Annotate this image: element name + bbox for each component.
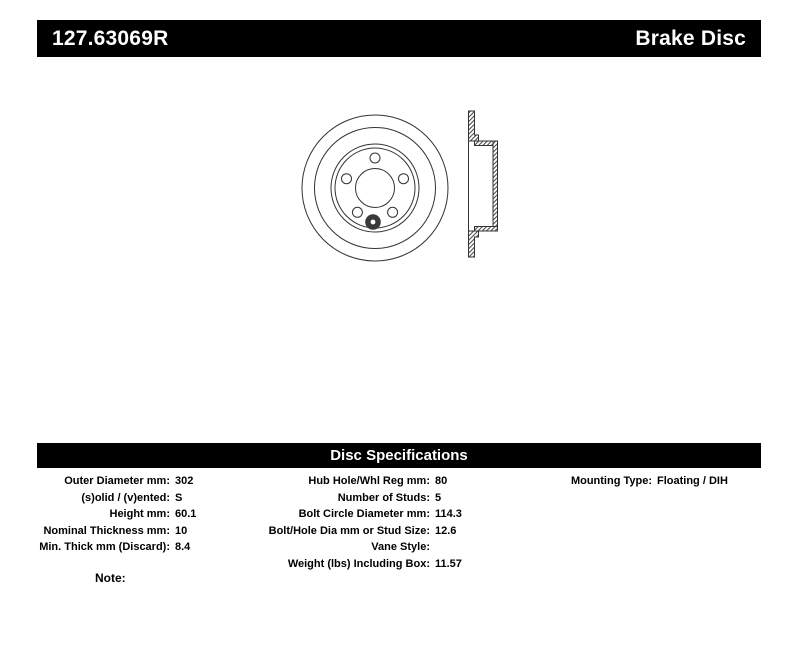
spec-row-weight	[260, 556, 462, 573]
spec-value: 60.1	[175, 508, 197, 521]
disc-side-section-view	[469, 111, 498, 257]
spec-value: 12.6	[435, 524, 457, 537]
spec-row-height	[30, 506, 196, 523]
stud-hole	[370, 153, 380, 163]
spec-section-title: Disc Specifications	[330, 447, 468, 464]
spec-row-bolt-circle-diameter	[260, 506, 462, 523]
spec-label: Weight (lbs) Including Box:	[287, 557, 430, 570]
stud-hole	[399, 174, 409, 184]
spec-row-vane-style	[260, 539, 462, 556]
spec-label: (s)olid / (v)ented:	[81, 491, 170, 504]
spec-row-mounting-type	[540, 473, 728, 490]
title-bar	[37, 20, 761, 57]
part-number: 127.63069R	[52, 26, 169, 50]
spec-value: Floating / DIH	[657, 475, 728, 487]
outer-diameter-circle	[302, 115, 448, 261]
stud-hole	[352, 207, 362, 217]
spec-label: Bolt/Hole Dia mm or Stud Size:	[268, 524, 430, 537]
spec-row-solid-vented	[30, 490, 196, 507]
stud-hole	[342, 174, 352, 184]
spec-column-type	[540, 473, 728, 490]
spec-row-number-of-studs	[260, 490, 462, 507]
friction-ring-top-section	[469, 111, 479, 141]
spec-value: 302	[175, 475, 194, 487]
spec-column-mounting	[260, 473, 462, 573]
braking-surface-circle	[315, 128, 436, 249]
spec-row-bolt-hole-dia	[260, 523, 462, 540]
spec-label: Min. Thick mm (Discard):	[39, 541, 170, 554]
stud-hole	[388, 207, 398, 217]
spec-label: Outer Diameter mm:	[64, 475, 170, 487]
spec-label: Height mm:	[109, 508, 170, 521]
spec-row-hub-hole	[260, 473, 462, 490]
friction-ring-bottom-section	[469, 231, 479, 257]
spec-value: 11.57	[435, 557, 462, 570]
hub-hole-circle	[356, 169, 395, 208]
spec-value: 114.3	[435, 508, 462, 521]
spec-label: Number of Studs:	[337, 491, 430, 504]
spec-label: Bolt Circle Diameter mm:	[298, 508, 430, 521]
spec-column-dimensions	[30, 473, 196, 556]
spec-value: S	[175, 491, 183, 504]
spec-value: 10	[175, 524, 188, 537]
spec-row-min-thickness	[30, 539, 196, 556]
spec-row-outer-diameter	[30, 473, 196, 490]
spec-label: Mounting Type:	[570, 475, 652, 487]
spec-value: 8.4	[175, 541, 191, 554]
brake-disc-technical-drawing	[290, 100, 510, 270]
spec-value: 80	[435, 475, 448, 487]
spec-row-nominal-thickness	[30, 523, 196, 540]
spec-value: 5	[435, 491, 442, 504]
spec-label: Nominal Thickness mm:	[43, 524, 170, 537]
spec-section-header	[37, 443, 761, 468]
locating-hole	[365, 214, 381, 230]
spec-label: Hub Hole/Whl Reg mm:	[308, 475, 430, 487]
disc-front-view	[302, 115, 448, 261]
note-label: Note:	[95, 571, 126, 585]
hat-mounting-face-section	[493, 141, 498, 231]
product-type-title: Brake Disc	[635, 26, 746, 50]
hat-bottom-wall-section	[475, 227, 498, 232]
spec-label: Vane Style:	[371, 541, 430, 554]
